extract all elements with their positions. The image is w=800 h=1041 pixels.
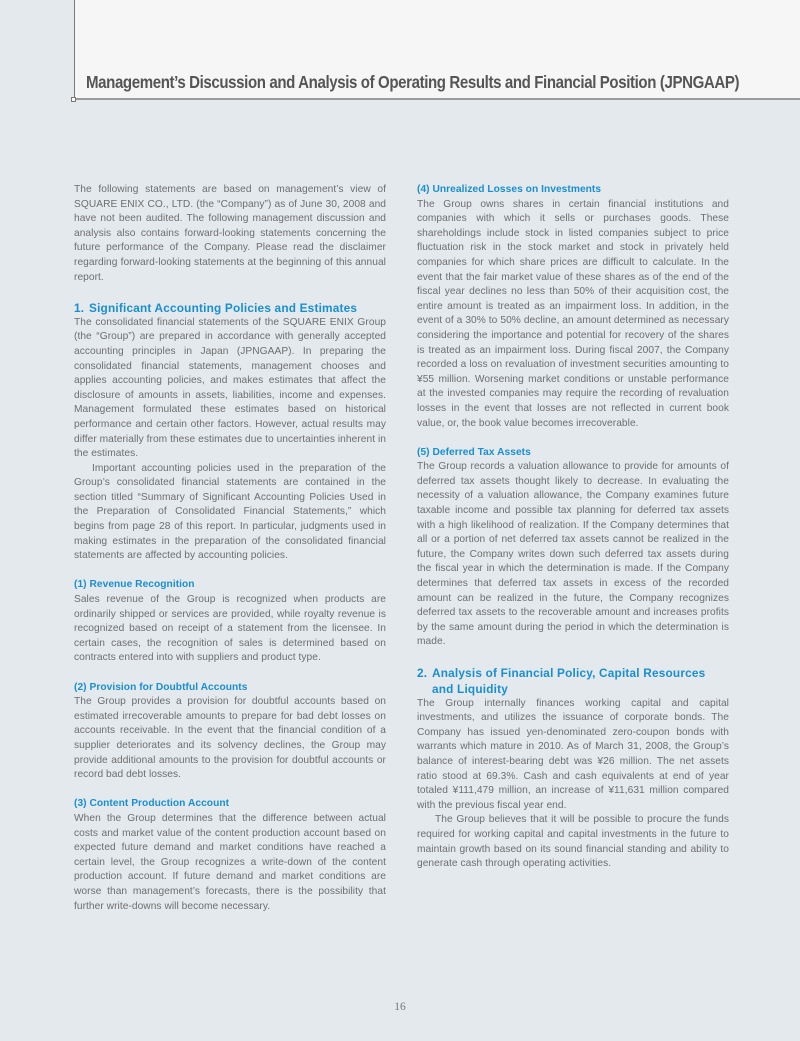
- section-2-paragraph-2: The Group believes that it will be possible to procure the funds required for working capital and capital investments in the future to maintain growth based on its sound financial standing and ability to generate cash through operating activities.: [417, 814, 729, 870]
- left-column: [74, 183, 386, 914]
- intro-paragraph: The following statements are based on management’s view of SQUARE ENIX CO., LTD. (the “Company”) as of June 30, 2008 and have not been audited. The following management discussion and analysis also contains forward-looking statements concerning the future performance of the Company. Please read the disclaimer regarding forward-looking statements at the beginning of this annual report.: [74, 184, 386, 283]
- spacer: [74, 285, 386, 300]
- section-2-paragraph-1: The Group internally finances working capital and capital investments, and utilizes the issuance of corporate bonds. The Company has issued yen-denominated zero-coupon bonds with warrants which mature in 2010. As of March 31, 2008, the Group’s balance of interest-bearing debt was ¥26 million. The net assets ratio stood at 69.3%. Cash and cash equivalents at end of year totaled ¥111,479 million, an increase of ¥11,631 million compared with the previous fiscal year end.: [417, 697, 729, 811]
- section-2-heading: [417, 665, 729, 697]
- deferred-tax-heading: (5) Deferred Tax Assets: [417, 446, 531, 458]
- page-title: Management’s Discussion and Analysis of Operating Results and Financial Position (JPNGAAP): [86, 72, 740, 92]
- page-number: 16: [394, 1001, 406, 1013]
- doubtful-accounts-heading: (2) Provision for Doubtful Accounts: [74, 681, 248, 693]
- content-production-heading: (3) Content Production Account: [74, 798, 230, 810]
- doubtful-accounts-body: The Group provides a provision for doubtful accounts based on estimated irrecoverable amounts to prepare for bad debt losses on accounts receivable. In the event that the financial condition of a supplier deteriorates and its solvency declines, the Group may provide additional amounts to the provision for doubtful accounts or record bad debt losses.: [74, 696, 386, 781]
- spacer: [417, 650, 729, 665]
- spacer: [74, 666, 386, 681]
- revenue-recognition-body: Sales revenue of the Group is recognized when products are ordinarily shipped or services are provided, while royalty revenue is recognized based on receipt of a statement from the licensee. In certain cases, the recognition of sales is determined based on contracts entered into with suppliers and product type.: [74, 594, 386, 664]
- unrealized-losses-body: The Group owns shares in certain financial institutions and companies with which it sells or purchases goods. These shareholdings include stock in listed companies subject to price fluctuation risk in the stock market and stock in privately held companies for which share prices are difficult to calculate. In the event that the fair market value of these shares as of the end of the fiscal year declines no less than 50% of their acquisition cost, the entire amount is treated as an impairment loss. In addition, in the event of a 30% to 50% decline, an amount determined as necessary considering the importance and potential for recovery of the shares is treated as an impairment loss. During fiscal 2007, the Company recorded a loss on revaluation of investment securities amounting to ¥55 million. Worsening market conditions or unstable performance at the invested companies may require the recording of revaluation losses in the event that losses are not reflected in current book value, or, the book value becomes irrecoverable.: [417, 198, 729, 429]
- deferred-tax-body: The Group records a valuation allowance to provide for amounts of deferred tax assets thought likely to decrease. In evaluating the necessity of a valuation allowance, the Company examines future taxable income and possible tax planning for deferred tax assets with a high likelihood of realization. If the Company determines that all or a portion of net deferred tax assets cannot be realized in the future, the Company writes down such deferred tax assets during the fiscal year in which the determination is made. If the Company determines that deferred tax assets in excess of the recorded amount can be realized in the future, the Company recognizes deferred tax assets to the recoverable amount and increases profits by the same amount during the period in which the determination is made.: [417, 461, 729, 648]
- right-column: [417, 183, 729, 872]
- section-title-line-2: and Liquidity: [432, 681, 508, 696]
- section-1-paragraph-1: The consolidated financial statements of the SQUARE ENIX Group (the “Group”) are prepared in accordance with generally accepted accounting principles in Japan (JPNGAAP). In preparing the consolidated financial statements, management chooses and applies accounting policies, and makes estimates that affect the disclosure of amounts in assets, liabilities, income and expenses. Management formulated these estimates based on historical performance and certain other factors. However, actual results may differ materially from these estimates due to uncertainties inherent in the estimates.: [74, 316, 386, 460]
- revenue-recognition-heading: (1) Revenue Recognition: [74, 579, 195, 591]
- section-number: 1.: [74, 300, 85, 315]
- section-1-heading: [74, 300, 386, 316]
- section-number: 2.: [417, 665, 428, 680]
- corner-square-marker: [71, 97, 76, 102]
- spacer: [417, 431, 729, 446]
- content-production-body: When the Group determines that the difference between actual costs and market value of the content production account based on expected future demand and market conditions have reached a certain level, the Group recognizes a write-down of the content production account. If future demand and market conditions are worse than management’s forecasts, there is the possibility that further write-downs will become necessary.: [74, 812, 386, 912]
- section-1-paragraph-2: Important accounting policies used in the preparation of the Group’s consolidated financial statements are contained in the section titled “Summary of Significant Accounting Policies Used in the Preparation of Consolidated Financial Statements,” which begins from page 28 of this report. In particular, judgments used in making estimates in the preparation of the consolidated financial statements are affected by accounting policies.: [74, 462, 386, 562]
- section-title: Significant Accounting Policies and Estimates: [89, 300, 358, 315]
- spacer: [74, 783, 386, 798]
- spacer: [74, 564, 386, 579]
- section-title-line-1: Analysis of Financial Policy, Capital Resources: [432, 665, 706, 680]
- unrealized-losses-heading: (4) Unrealized Losses on Investments: [417, 184, 602, 195]
